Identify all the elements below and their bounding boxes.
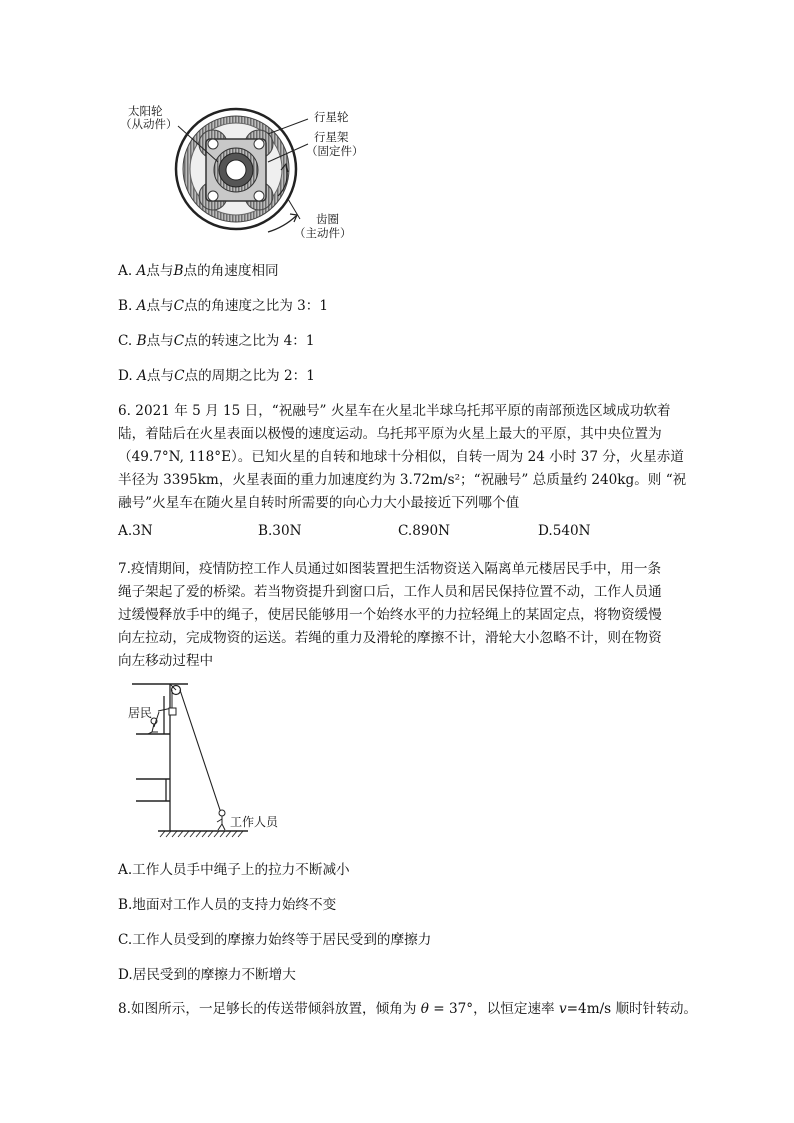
q6-stem-line-3: （49.7°N, 118°E）。已知火星的自转和地球十分相似，自转一周为 24 小时 37 分，火星赤道: [118, 449, 684, 465]
sun-gear-label: 太阳轮: [128, 104, 163, 118]
q7-stem-line-3: 过缓慢释放手中的绳子，使居民能够用一个始终水平的力拉轻绳上的某固定点，将物资缓慢: [118, 607, 662, 623]
q6-stem-line-5: 融号”火星车在随火星自转时所需要的向心力大小最接近下列哪个值: [118, 495, 520, 511]
q7-stem-line-1: 7.疫情期间，疫情防控工作人员通过如图装置把生活物资送入隔离单元楼居民手中，用一条: [118, 561, 662, 577]
q6-stem-line-1: 6. 2021 年 5 月 15 日，“祝融号” 火星车在火星北半球乌托邦平原的南部预选区域成功软着: [118, 403, 671, 419]
q7-stem-line-4: 向左拉动，完成物资的运送。若绳的重力及滑轮的摩擦不计，滑轮大小忽略不计，则在物资: [118, 630, 662, 646]
planet-carrier-note: （固定件）: [306, 144, 364, 158]
q8-stem-line-1: 8.如图所示，一足够长的传送带倾斜放置，倾角为 θ = 37°，以恒定速率 v=4m/s 顺时针转动。: [118, 1001, 698, 1017]
planetary-gear-figure: [118, 104, 368, 244]
worker-label: 工作人员: [230, 815, 279, 829]
pulley-figure: [118, 676, 298, 840]
q5-option-a: A. A点与B点的角速度相同: [118, 263, 279, 279]
q5-option-d: D. A点与C点的周期之比为 2：1: [118, 368, 315, 384]
q7-option-c: C.工作人员受到的摩擦力始终等于居民受到的摩擦力: [118, 932, 432, 948]
q7-option-b: B.地面对工作人员的支持力始终不变: [118, 897, 337, 913]
q7-option-a: A.工作人员手中绳子上的拉力不断减小: [118, 862, 350, 878]
q6-stem-line-2: 陆，着陆后在火星表面以极慢的速度运动。乌托邦平原为火星上最大的平原，其中央位置为: [118, 426, 662, 442]
planet-carrier-label: 行星架: [314, 130, 349, 144]
q7-option-d: D.居民受到的摩擦力不断增大: [118, 967, 296, 983]
q5-option-c: C. B点与C点的转速之比为 4：1: [118, 333, 315, 349]
q6-option-d: D.540N: [538, 523, 591, 539]
q7-stem-line-2: 绳子架起了爱的桥梁。若当物资提升到窗口后，工作人员和居民保持位置不动，工作人员通: [118, 584, 662, 600]
q5-option-b: B. A点与C点的角速度之比为 3：1: [118, 298, 329, 314]
q6-option-b: B.30N: [258, 523, 302, 539]
q7-stem-line-5: 向左移动过程中: [118, 653, 214, 669]
ring-gear-note: （主动件）: [294, 226, 352, 240]
q6-option-c: C.890N: [398, 523, 451, 539]
q6-stem-line-4: 半径为 3395km，火星表面的重力加速度约为 3.72m/s²；“祝融号” 总质量约 240kg。则 “祝: [118, 472, 687, 488]
ring-gear-label: 齿圈: [316, 212, 339, 226]
planet-gear-label: 行星轮: [314, 110, 349, 124]
resident-label: 居民: [128, 706, 153, 720]
q6-option-a: A.3N: [118, 523, 153, 539]
sun-gear-note: （从动件）: [120, 117, 178, 131]
